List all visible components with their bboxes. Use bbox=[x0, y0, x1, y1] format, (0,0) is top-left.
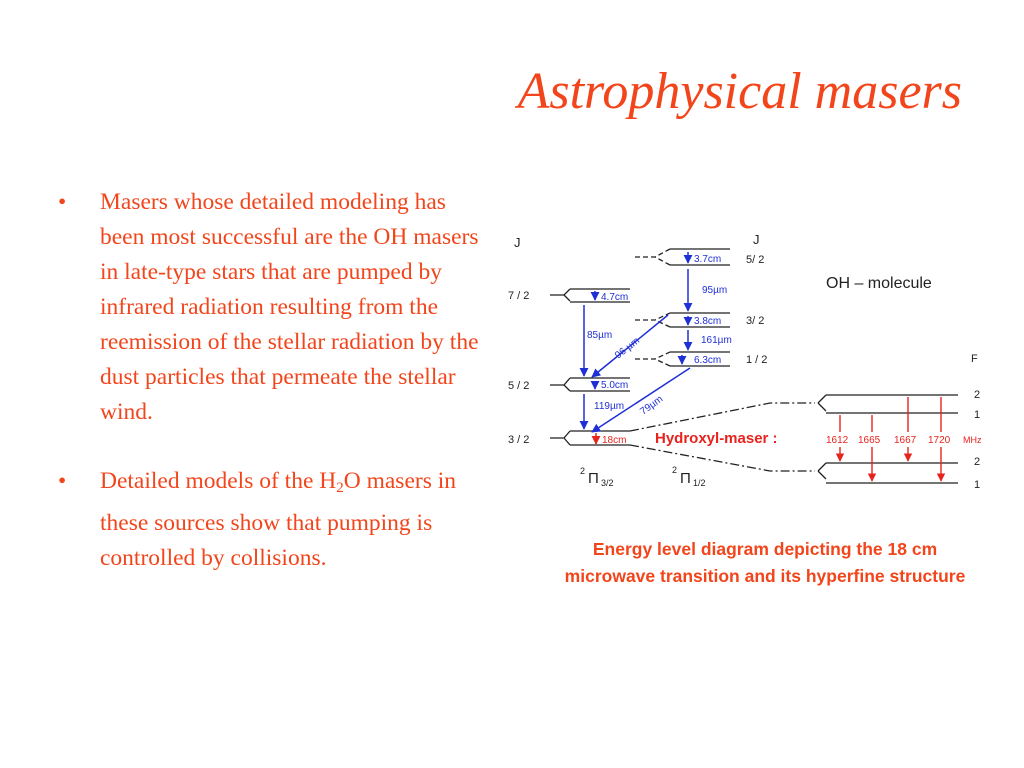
wavelength-label: 85µm bbox=[587, 330, 613, 341]
f-level-label: 2 bbox=[974, 389, 981, 401]
bullet-marker: • bbox=[58, 468, 67, 494]
right-level-label: 3/ 2 bbox=[746, 315, 765, 327]
frequency-label: 1612 bbox=[826, 435, 849, 446]
svg-text:Π: Π bbox=[588, 470, 599, 487]
right-level-label: 5/ 2 bbox=[746, 254, 765, 266]
bullet-marker: • bbox=[58, 189, 67, 215]
f-header: F bbox=[971, 353, 978, 365]
frequency-label: 1720 bbox=[928, 435, 951, 446]
svg-text:3/2: 3/2 bbox=[601, 478, 614, 488]
j-header-right: J bbox=[753, 232, 760, 247]
bullet-item bbox=[58, 185, 488, 430]
f-level-label: 1 bbox=[974, 409, 981, 421]
wavelength-18cm-label: 18cm bbox=[602, 435, 627, 446]
wavelength-label: 161µm bbox=[701, 335, 732, 346]
svg-text:2: 2 bbox=[580, 466, 586, 476]
j-header-left: J bbox=[514, 235, 521, 250]
hyperfine-transitions bbox=[840, 397, 941, 481]
ladder-label-pi-1-2 bbox=[672, 465, 706, 488]
bullet-item bbox=[58, 464, 488, 576]
subscript: 2 bbox=[336, 480, 344, 496]
oh-energy-level-diagram bbox=[500, 225, 1010, 525]
ladder-label-pi-3-2 bbox=[580, 466, 614, 488]
maser-label: Hydroxyl-maser : bbox=[655, 430, 778, 447]
wavelength-label: 5.0cm bbox=[601, 380, 629, 391]
wavelength-label: 3.8cm bbox=[694, 316, 722, 327]
svg-text:1/2: 1/2 bbox=[693, 478, 706, 488]
left-level-label: 7 / 2 bbox=[508, 290, 530, 302]
f-level-label: 2 bbox=[974, 456, 981, 468]
blue-wavelength-labels bbox=[587, 254, 732, 417]
bullet-text: Masers whose detailed modeling has been most successful are the OH masers in late-type stars that are pumped by infrared radiation resulting from the reemission of the stellar radiation by the dust particles that permeate the stellar wind. bbox=[100, 189, 479, 425]
diagram-caption: Energy level diagram depicting the 18 cm microwave transition and its hyperfine structure bbox=[564, 539, 966, 586]
left-level-label: 3 / 2 bbox=[508, 434, 530, 446]
left-level-label: 5 / 2 bbox=[508, 380, 530, 392]
wavelength-label: 95µm bbox=[702, 285, 728, 296]
svg-text:Π: Π bbox=[680, 470, 691, 487]
molecule-label: OH – molecule bbox=[826, 275, 932, 292]
bullet-list bbox=[58, 185, 488, 610]
wavelength-label: 4.7cm bbox=[601, 292, 629, 303]
frequency-label: 1667 bbox=[894, 435, 917, 446]
wavelength-label: 6.3cm bbox=[694, 355, 722, 366]
bullet-text: Detailed models of the $H_2O$ masers in these sources show that pumping is controlled by collisions. bbox=[100, 468, 457, 571]
wavelength-label: 3.7cm bbox=[694, 254, 722, 265]
svg-text:2: 2 bbox=[672, 465, 678, 475]
left-ladder bbox=[550, 289, 630, 445]
wavelength-label: 79µm bbox=[638, 393, 666, 418]
f-level-label: 1 bbox=[974, 479, 981, 491]
right-ladder bbox=[635, 249, 730, 366]
wavelength-label: 119µm bbox=[594, 401, 625, 412]
frequency-label: 1665 bbox=[858, 435, 881, 446]
frequency-unit: MHz bbox=[963, 435, 982, 445]
right-level-label: 1 / 2 bbox=[746, 354, 768, 366]
slide-title: Astrophysical masers bbox=[517, 63, 962, 120]
frequency-labels bbox=[826, 435, 982, 446]
wavelength-label: 96 µm bbox=[613, 335, 642, 362]
